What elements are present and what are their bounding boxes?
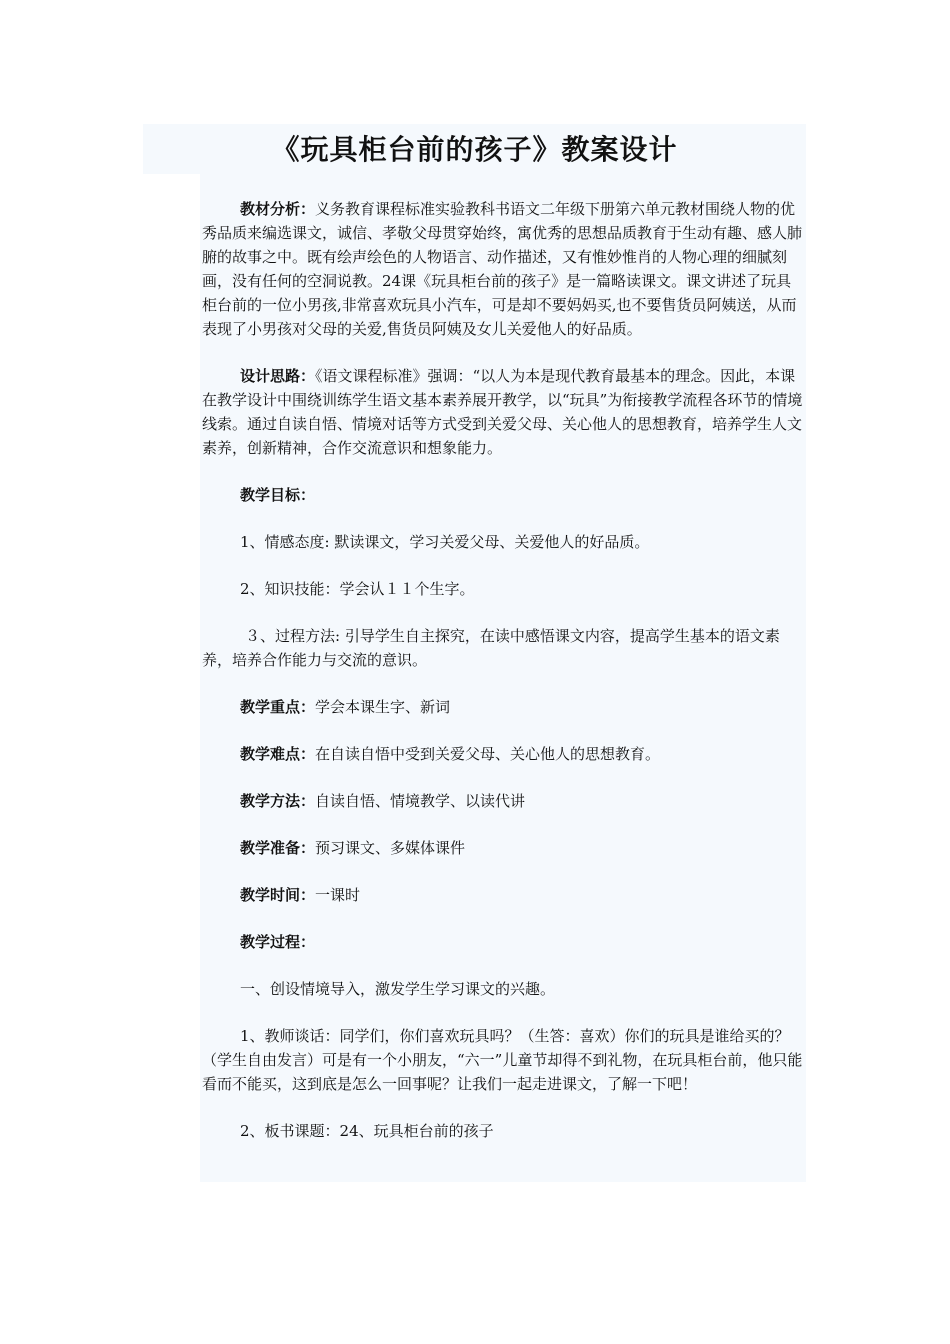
process-step: 2、板书课题：24、玩具柜台前的孩子	[240, 1122, 494, 1140]
process-heading: 教学过程：	[240, 933, 316, 951]
difficulty-paragraph	[202, 742, 806, 766]
document-body	[202, 197, 806, 1166]
goals-heading: 教学目标：	[240, 486, 316, 504]
prep-label: 教学准备：	[240, 839, 316, 857]
time-label: 教学时间：	[240, 886, 316, 904]
prep-text: 预习课文、多媒体课件	[315, 839, 466, 857]
analysis-label: 教材分析：	[240, 200, 316, 218]
design-text: 《语文课程标准》强调：“以人为本是现代教育最基本的理念。因此，本课在教学设计中围绕训练学生语文基本素养展开教学，以“玩具”为衔接教学流程各环节的情境线索。通过自读自悟、情境对话等方式受到关爱父母、关心他人的思想教育，培养学生人文素养，创新精神，合作交流意识和想象能力。	[202, 367, 803, 457]
design-paragraph	[202, 364, 806, 460]
key-label: 教学重点：	[240, 698, 316, 716]
prep-paragraph	[202, 836, 806, 860]
difficulty-label: 教学难点：	[240, 745, 316, 763]
document-title: 《玩具柜台前的孩子》教案设计	[271, 133, 678, 166]
method-paragraph	[202, 789, 806, 813]
process-step: 1、教师谈话：同学们，你们喜欢玩具吗？（生答：喜欢）你们的玩具是谁给买的？（学生自由发言）可是有一个小朋友，“六一”儿童节却得不到礼物，在玩具柜台前，他只能看而不能买，这到底是怎么一回事呢？让我们一起走进课文，了解一下吧！	[202, 1027, 803, 1093]
goal-item: 2、知识技能：学会认１１个生字。	[240, 580, 475, 598]
key-text: 学会本课生字、新词	[315, 698, 451, 716]
key-paragraph	[202, 695, 806, 719]
process-step: 一、创设情境导入，激发学生学习课文的兴趣。	[240, 980, 556, 998]
analysis-text: 义务教育课程标准实验教科书语文二年级下册第六单元教材围绕人物的优秀品质来编选课文，诚信、孝敬父母贯穿始终，寓优秀的思想品质教育于生动有趣、感人肺腑的故事之中。既有绘声绘色的人物语言、动作描述，又有惟妙惟肖的人物心理的细腻刻画，没有任何的空洞说教。24课《玩具柜台前的孩子》是一篇略读课文。课文讲述了玩具柜台前的一位小男孩,非常喜欢玩具小汽车，可是却不要妈妈买,也不要售货员阿姨送，从而表现了小男孩对父母的关爱,售货员阿姨及女儿关爱他人的好品质。	[202, 200, 803, 338]
time-paragraph	[202, 883, 806, 907]
time-text: 一课时	[315, 886, 361, 904]
difficulty-text: 在自读自悟中受到关爱父母、关心他人的思想教育。	[315, 745, 661, 763]
goal-item: 1、情感态度: 默读课文，学习关爱父母、关爱他人的好品质。	[240, 533, 650, 551]
design-label: 设计思路：	[240, 367, 316, 385]
analysis-paragraph	[202, 197, 806, 341]
method-text: 自读自悟、情境教学、以读代讲	[315, 792, 526, 810]
goal-item: ３、过程方法: 引导学生自主探究，在读中感悟课文内容，提高学生基本的语文素养，培养合作能力与交流的意识。	[202, 627, 780, 669]
method-label: 教学方法：	[240, 792, 316, 810]
